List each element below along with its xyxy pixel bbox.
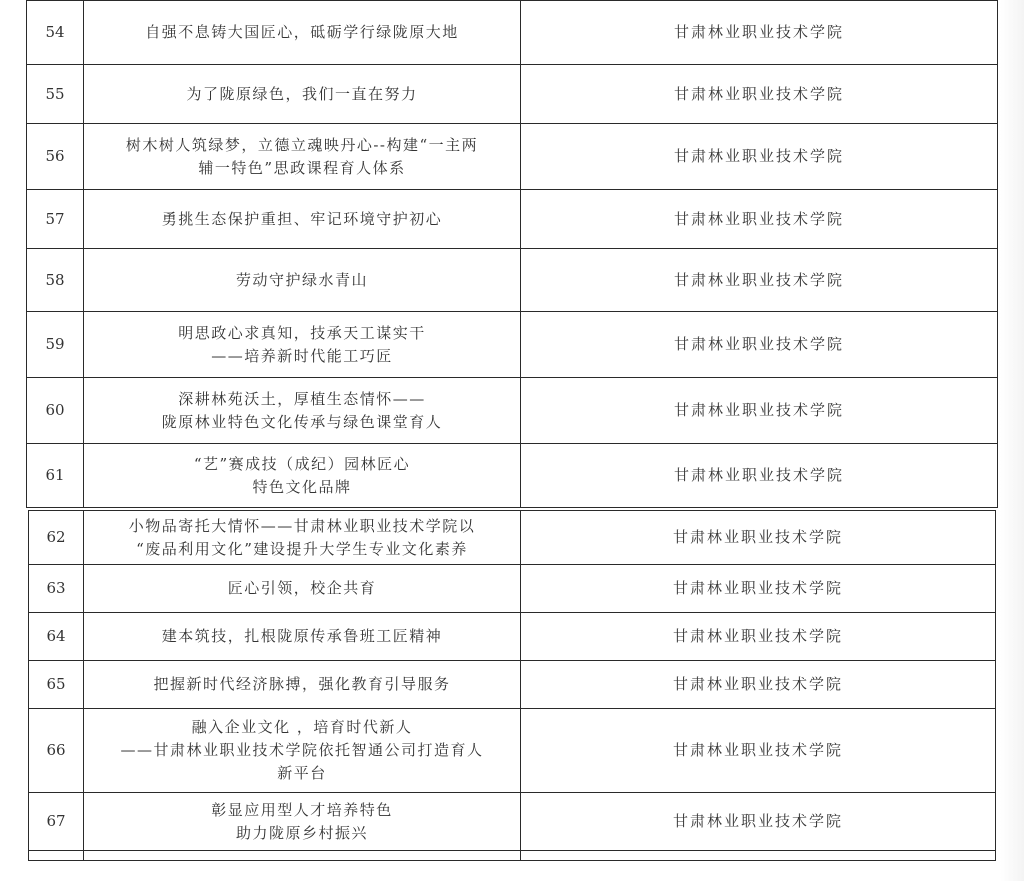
project-title-line: “艺”赛成技（成纪）园林匠心: [193, 454, 411, 473]
table-row: [27, 312, 998, 378]
project-title: [84, 190, 521, 249]
institution-name: 甘肃林业职业技术学院: [521, 793, 996, 851]
project-title-line: 融入企业文化 ，培育时代新人: [191, 718, 413, 736]
table-row: [29, 709, 996, 793]
projects-table-body-1: [27, 0, 998, 508]
row-number: 57: [27, 190, 84, 249]
row-number: 66: [29, 709, 84, 793]
table-row: [29, 793, 996, 851]
institution-name: 甘肃林业职业技术学院: [521, 565, 996, 613]
project-title-line: 小物品寄托大情怀——甘肃林业职业技术学院以: [128, 516, 476, 535]
project-title-line: 把握新时代经济脉搏，强化教育引导服务: [153, 675, 451, 693]
row-number: 64: [29, 613, 84, 661]
project-title-line: 勇挑生态保护重担、牢记环境守护初心: [161, 209, 443, 228]
project-title: [84, 312, 521, 378]
project-title: [84, 661, 521, 709]
project-title-line: 辅一特色”思政课程育人体系: [198, 158, 406, 177]
institution-name: 甘肃林业职业技术学院: [521, 65, 998, 124]
project-title-line: 树木树人筑绿梦，立德立魂映丹心--构建“一主两: [125, 135, 479, 154]
table-row: [29, 613, 996, 661]
row-number: 61: [27, 444, 84, 508]
project-title: [84, 444, 521, 508]
table-row: [27, 249, 998, 312]
project-title-line: 为了陇原绿色，我们一直在努力: [186, 84, 418, 103]
institution-name: 甘肃林业职业技术学院: [521, 661, 996, 709]
row-number: 60: [27, 378, 84, 444]
row-number: 59: [27, 312, 84, 378]
institution-name: 甘肃林业职业技术学院: [521, 613, 996, 661]
project-title-line: 特色文化品牌: [252, 477, 352, 496]
table-row: [27, 124, 998, 190]
institution-name: 甘肃林业职业技术学院: [521, 378, 998, 444]
table-cell-empty: [521, 851, 996, 861]
table-row: [29, 661, 996, 709]
project-title: [84, 709, 521, 793]
project-title-line: 明思政心求真知，技承天工谋实干: [178, 323, 426, 342]
project-title: [84, 378, 521, 444]
projects-table-body-2: [29, 511, 996, 861]
institution-name: 甘肃林业职业技术学院: [521, 709, 996, 793]
institution-name: 甘肃林业职业技术学院: [521, 124, 998, 190]
project-title: [84, 65, 521, 124]
row-number: 67: [29, 793, 84, 851]
project-title-line: 陇原林业特色文化传承与绿色课堂育人: [161, 412, 443, 431]
table-row: [27, 190, 998, 249]
institution-name: 甘肃林业职业技术学院: [521, 444, 998, 508]
row-number: 56: [27, 124, 84, 190]
project-title-line: “废品利用文化”建设提升大学生专业文化素养: [136, 539, 468, 558]
table-row-partial: [29, 851, 996, 861]
project-title: [84, 511, 521, 565]
table-row: [27, 1, 998, 65]
row-number: 58: [27, 249, 84, 312]
row-number: 65: [29, 661, 84, 709]
institution-name: 甘肃林业职业技术学院: [521, 312, 998, 378]
project-title: [84, 613, 521, 661]
project-title-line: 劳动守护绿水青山: [235, 270, 368, 289]
projects-table-part-1: [26, 0, 998, 508]
project-title-line: 助力陇原乡村振兴: [235, 823, 368, 842]
institution-name: 甘肃林业职业技术学院: [521, 511, 996, 565]
table-row: [29, 511, 996, 565]
project-title: [84, 565, 521, 613]
table-cell-empty: [84, 851, 521, 861]
project-title: [84, 1, 521, 65]
project-title-line: 建本筑技，扎根陇原传承鲁班工匠精神: [161, 627, 443, 645]
row-number: 63: [29, 565, 84, 613]
row-number: 54: [27, 1, 84, 65]
project-title-line: 自强不息铸大国匠心，砥砺学行绿陇原大地: [145, 23, 459, 41]
project-title-line: 新平台: [277, 764, 327, 782]
row-number: 62: [29, 511, 84, 565]
project-title: [84, 124, 521, 190]
institution-name: 甘肃林业职业技术学院: [521, 1, 998, 65]
project-title: [84, 793, 521, 851]
project-title-line: ——培养新时代能工巧匠: [211, 346, 393, 365]
institution-name: 甘肃林业职业技术学院: [521, 190, 998, 249]
institution-name: 甘肃林业职业技术学院: [521, 249, 998, 312]
project-title-line: 彰显应用型人才培养特色: [211, 800, 393, 819]
project-title-line: 匠心引领，校企共育: [227, 579, 377, 597]
row-number: 55: [27, 65, 84, 124]
table-row: [27, 378, 998, 444]
projects-table-part-2: [28, 510, 996, 861]
table-row: [27, 444, 998, 508]
page-edge-shadow: [1000, 0, 1024, 881]
project-title-line: 深耕林苑沃土，厚植生态情怀——: [178, 389, 426, 408]
project-title: [84, 249, 521, 312]
table-row: [29, 565, 996, 613]
table-row: [27, 65, 998, 124]
project-title-line: ——甘肃林业职业技术学院依托智通公司打造育人: [120, 741, 484, 759]
table-cell-empty: [29, 851, 84, 861]
